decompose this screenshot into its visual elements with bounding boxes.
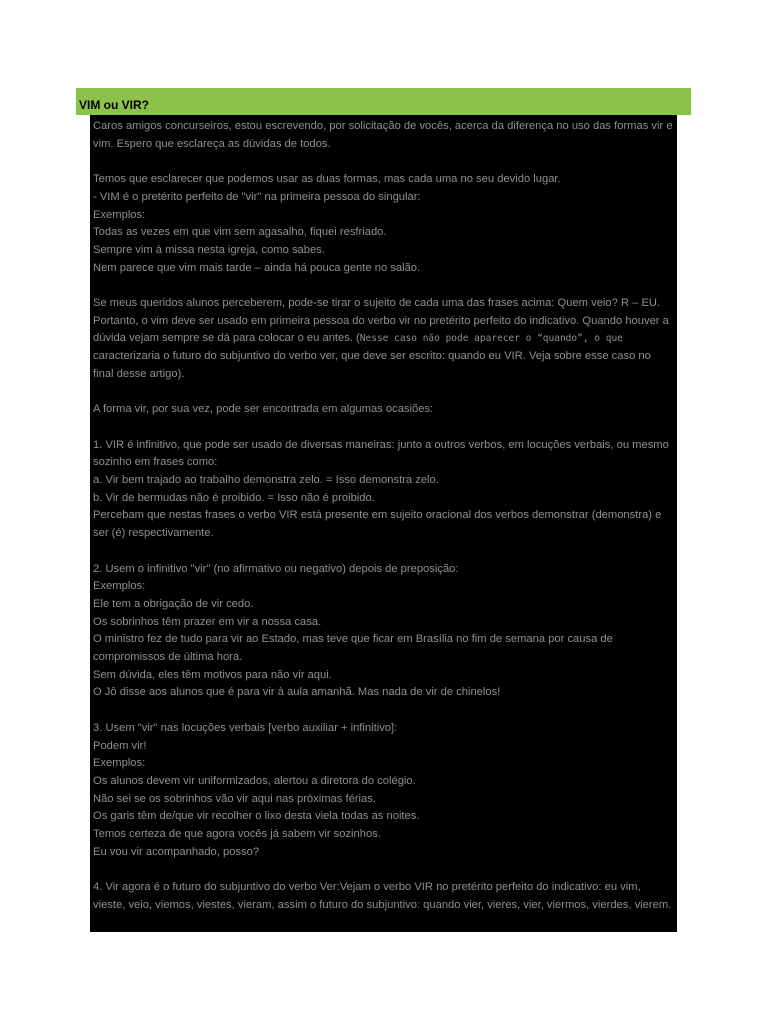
paragraph-line: Exemplos: <box>93 208 146 221</box>
paragraph-text: Se meus queridos alunos perceberem, pode-se tirar o sujeito de cada uma das frases acima: Quem veio? R – EU. Portanto, o vim deve ser usado em primeira pessoa do verbo vir no pretérito perfeito do indicativo. Quando houver a dúvida vejam sempre se dá para colocar o eu antes. ( <box>93 297 669 345</box>
paragraph-rule-2 <box>93 561 674 703</box>
article-title-bar <box>76 88 691 115</box>
paragraph-line: a. Vir bem trajado ao trabalho demonstra zelo. = Isso demonstra zelo. <box>93 474 439 486</box>
paragraph-line: Percebam que nestas frases o verbo VIR está presente em sujeito oracional dos verbos demonstrar (demonstra) e ser (é) respectivamente. <box>93 509 662 540</box>
paragraph-line: Podem vir! <box>93 739 147 752</box>
paragraph-line: Nem parece que vim mais tarde – ainda há pouca gente no salão. <box>93 261 421 274</box>
article-body <box>90 115 677 932</box>
paragraph-line: 1. VIR é infinitivo, que pode ser usado de diversas maneiras: junto a outros verbos, em locuções verbais, ou mesmo sozinho em frases como: <box>93 438 669 469</box>
paragraph-line: Ele tem a obrigação de vir cedo. <box>93 597 254 610</box>
paragraph-line: Exemplos: <box>93 757 146 770</box>
paragraph-line: Os garis têm de/que vir recolher o lixo desta viela todas as noites. <box>93 810 420 823</box>
article-title: VIM ou VIR? <box>79 98 149 112</box>
paragraph-text: caracterizaria o futuro do subjuntivo do verbo ver, que deve ser escrito: quando eu VIR. Veja sobre esse caso no final desse artigo). <box>93 350 651 380</box>
paragraph-line: Sempre vim à missa nesta igreja, como sabes. <box>93 243 325 256</box>
paragraph-vir-intro <box>93 401 674 419</box>
paragraph-line: Temos certeza de que agora vocês já sabem vir sozinhos. <box>93 828 381 841</box>
paragraph-line: Não sei se os sobrinhos vão vir aqui nas próximas férias. <box>93 792 376 805</box>
paragraph-line: A forma vir, por sua vez, pode ser encontrada em algumas ocasiões: <box>93 403 434 416</box>
paragraph-line: Os alunos devem vir uniformizados, alertou a diretora do colégio. <box>93 774 416 787</box>
paragraph-mono-text: Nesse caso não pode aparecer o “quando”, o que <box>359 333 623 345</box>
paragraph-intro <box>93 118 674 153</box>
paragraph-line: 3. Usem "vir" nas locuções verbais [verbo auxiliar + infinitivo]: <box>93 721 398 734</box>
paragraph-line: O ministro fez de tudo para vir ao Estado, mas teve que ficar em Brasília no fim de semana por causa de compromissos de última hora. <box>93 633 613 664</box>
paragraph-rule-1 <box>93 437 674 543</box>
paragraph-line: Sem dúvida, eles têm motivos para não vir aqui. <box>93 668 332 681</box>
paragraph-line: b. Vir de bermudas não é proibido. = Isso não é proibido. <box>93 491 375 504</box>
paragraph-line: 4. Vir agora é o futuro do subjuntivo do verbo Ver:Vejam o verbo VIR no pretérito perfeito do indicativo: eu vim, vieste, veio, viemos, viestes, vieram, assim o futuro do subjuntivo: quando vier, vieres, vier, viermos, vierdes, vierem. <box>93 881 672 911</box>
paragraph-line: Exemplos: <box>93 580 146 593</box>
paragraph-line: - VIM é o pretérito perfeito de "vir" na primeira pessoa do singular: <box>93 190 421 203</box>
paragraph-line: Eu vou vir acompanhado, posso? <box>93 845 260 858</box>
paragraph-line: Caros amigos concurseiros, estou escrevendo, por solicitação de vocês, acerca da diferença no uso das formas vir e vim. Espero que esclareça as dúvidas de todos. <box>93 120 673 150</box>
paragraph-rule-4 <box>93 879 674 914</box>
paragraph-line: Todas as vezes em que vim sem agasalho, fiquei resfriado. <box>93 226 387 239</box>
paragraph-vim <box>93 171 674 277</box>
paragraph-line: 2. Usem o infinitivo "vir" (no afirmativo ou negativo) depois de preposição: <box>93 562 459 575</box>
paragraph-line: Temos que esclarecer que podemos usar as duas formas, mas cada uma no seu devido lugar. <box>93 173 561 186</box>
paragraph-explanation <box>93 295 674 384</box>
paragraph-line: Os sobrinhos têm prazer em vir a nossa casa. <box>93 615 322 628</box>
paragraph-rule-3 <box>93 720 674 862</box>
paragraph-line: O Jô disse aos alunos que é para vir à aula amanhã. Mas nada de vir de chinelos! <box>93 686 501 699</box>
